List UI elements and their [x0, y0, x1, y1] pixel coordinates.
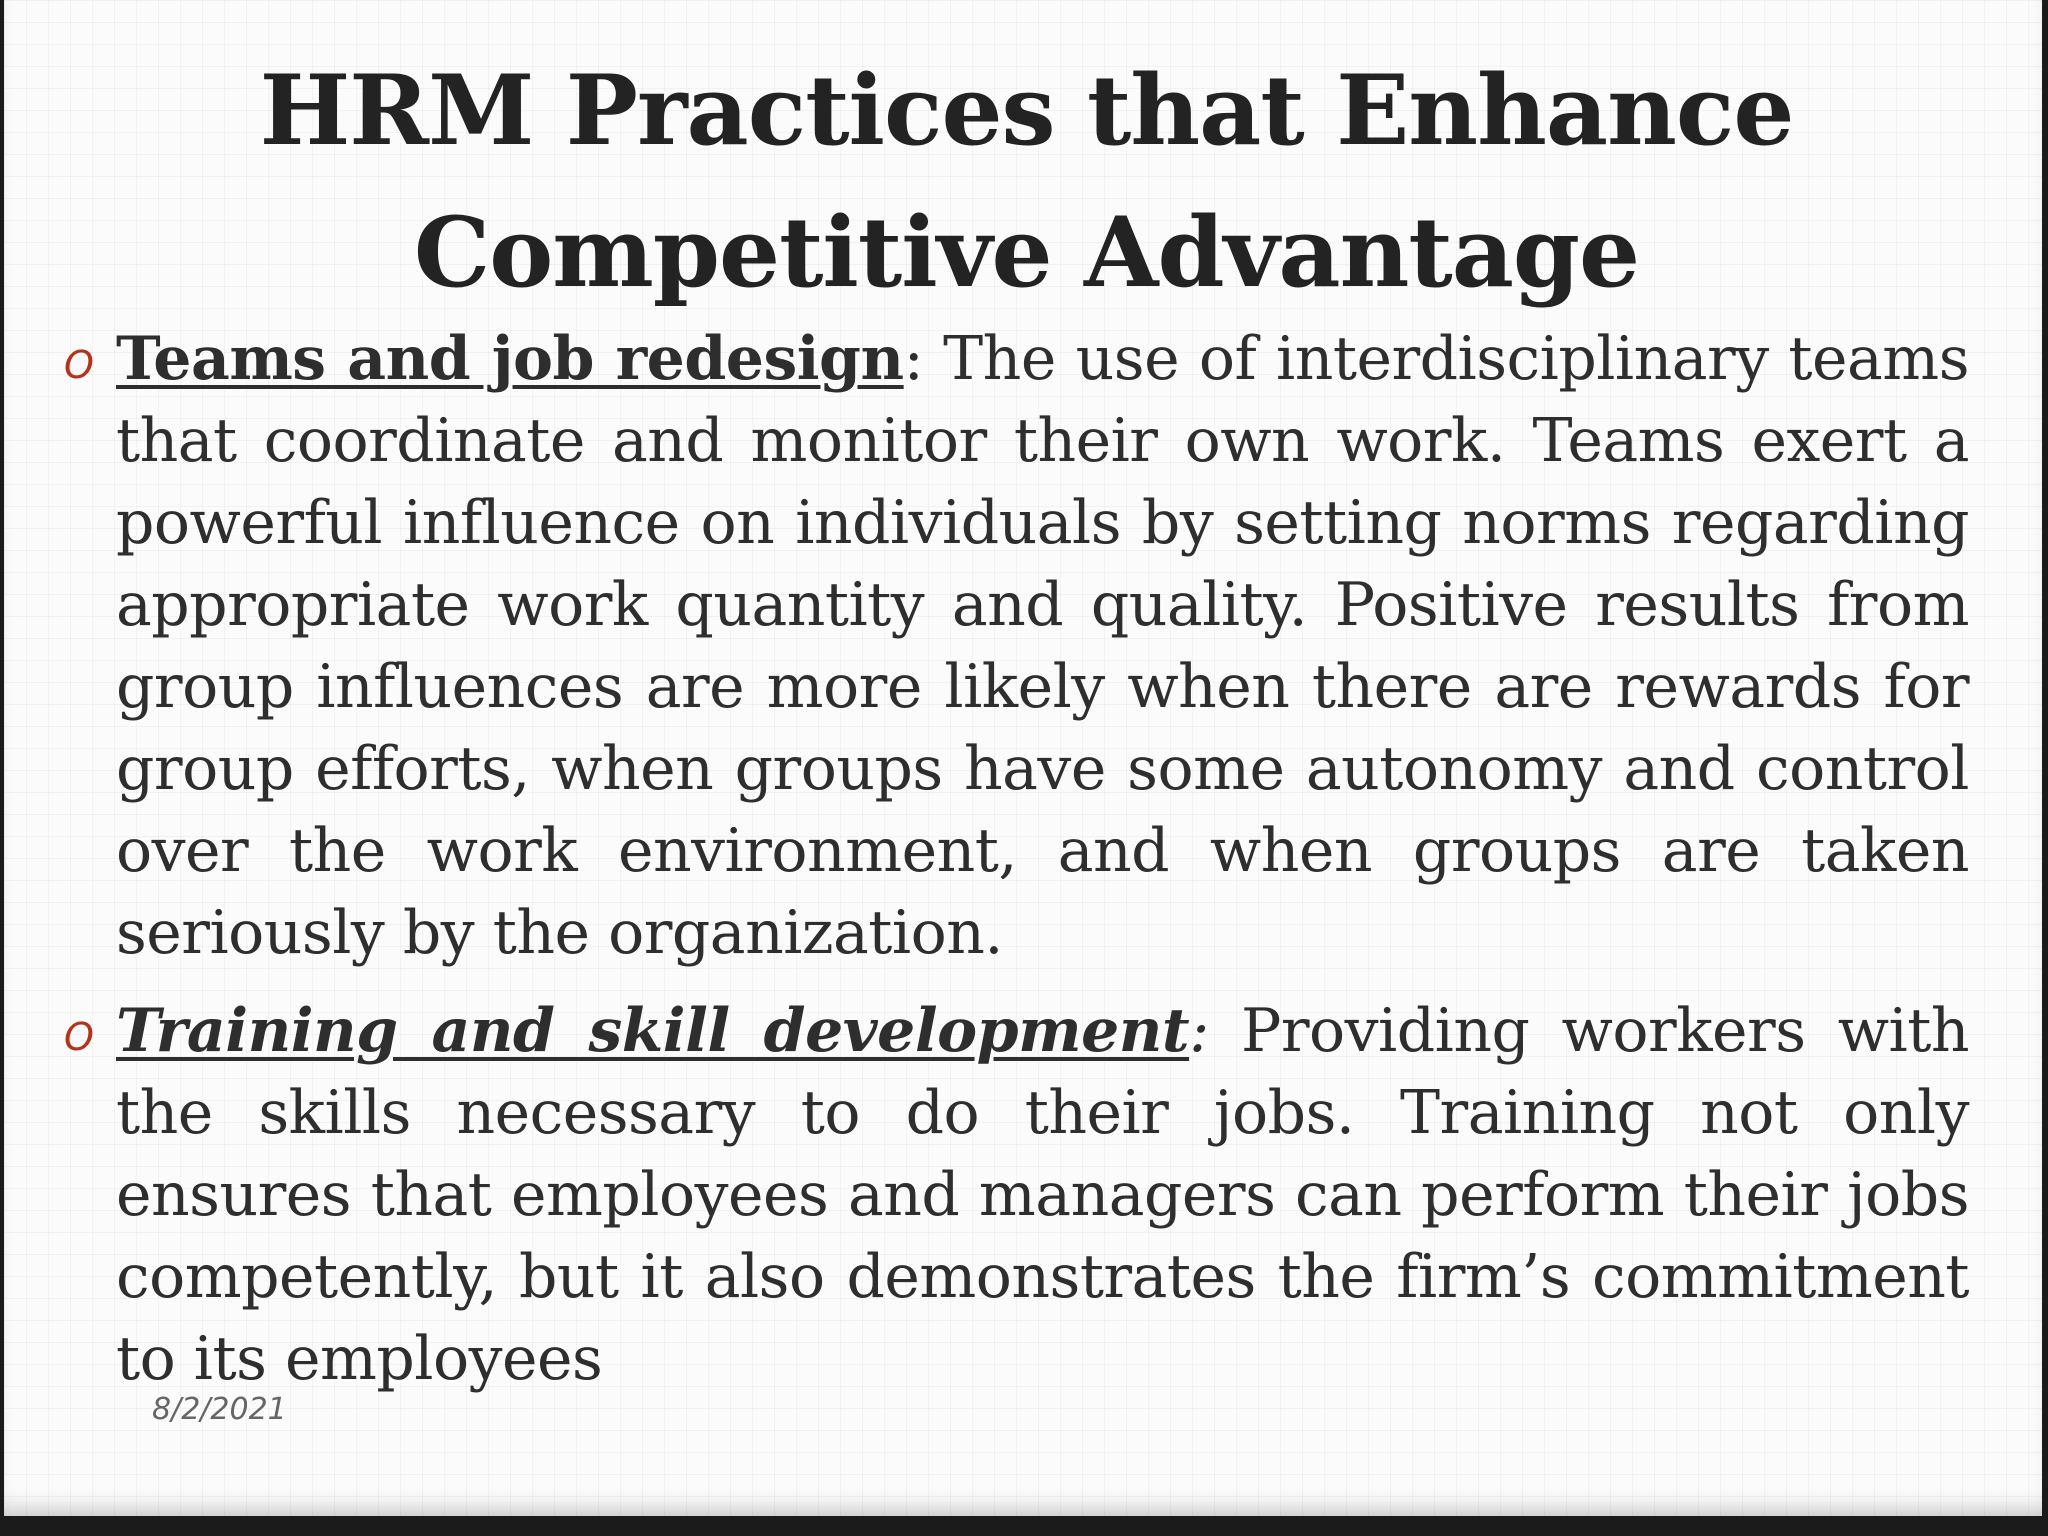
bullet-term: Training and skill development — [116, 996, 1190, 1066]
bullet-separator: : — [903, 324, 924, 394]
slide — [4, 0, 2042, 1516]
bullet-text: The use of interdisciplinary teams that coordinate and monitor their own work. Teams exert a powerful influence on individuals by setting norms regarding appropriate work quantity and quality. Positive results from group influences are more likely when there are rewards for group efforts, when groups have some autonomy and control over the work environment, and when groups are taken seriously by the organization. — [116, 324, 1969, 968]
bullet-list — [64, 318, 1969, 1416]
bullet-marker-icon: O — [64, 343, 94, 387]
bullet-marker-icon: O — [64, 1015, 94, 1059]
bullet-text: Providing workers with the skills necessary to do their jobs. Training not only ensures that employees and managers can perform their jobs competently, but it also demonstrates the firm’s commitment to its employees — [116, 996, 1969, 1394]
bullet-separator: : — [1189, 996, 1209, 1066]
slide-date: 8/2/2021 — [152, 1392, 287, 1427]
bullet-item-training — [64, 990, 1969, 1400]
bullet-item-teams — [64, 318, 1969, 974]
slide-title: HRM Practices that Enhance Competitive Advantage — [259, 54, 1794, 309]
bullet-term: Teams and job redesign — [116, 324, 904, 394]
